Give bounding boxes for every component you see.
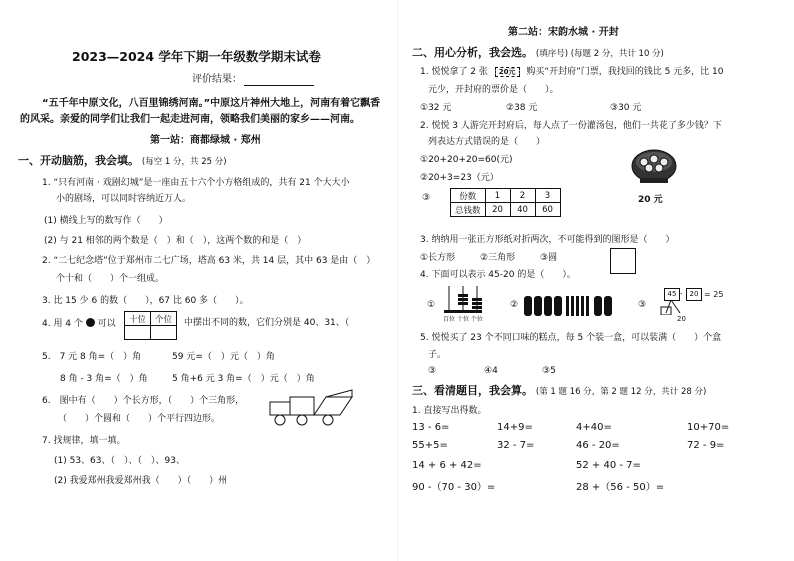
q2-line-a: 2. “二七纪念塔”位于郑州市二七广场，塔高 63 米，共 14 层，其中 63 是由（ ）	[42, 256, 376, 266]
page-divider	[397, 0, 398, 561]
abacus-labels: 百位 十位 个位	[443, 316, 483, 323]
s2-q1-option-3[interactable]: ③30 元	[610, 103, 642, 113]
calc-item: 10+70=	[687, 422, 730, 433]
tens-header: 十位	[125, 312, 151, 326]
intro-line-1: “五千年中原文化，八百里锦绣河南。”中原这片神州大地上，河南有着它飘香	[42, 98, 381, 109]
s3-sub-heading: 1. 直接写出得数。	[412, 406, 487, 416]
exam-title: 2023—2024 学年下期一年级数学期末试卷	[72, 49, 321, 64]
rating-label: 评价结果：	[192, 74, 242, 85]
q4-tail: 中摆出不同的数，它们分别是 40、31、（	[184, 318, 350, 328]
table-cell: 60	[535, 203, 560, 217]
q6-line-2: （ ）个圆和（ ）个平行四边形。	[58, 414, 221, 424]
calc-item: 14+9=	[497, 422, 533, 433]
banknote-icon: 20元	[495, 67, 520, 77]
calc-item: 13 - 6=	[412, 422, 450, 433]
calc-item: 4+40=	[576, 422, 612, 433]
calc-item: 14 + 6 + 42=	[412, 460, 482, 471]
calc-item: 28 +（56 - 50）=	[576, 482, 665, 493]
calc-item: 32 - 7=	[497, 440, 535, 451]
q5-1b: 59 元=（ ）元（ ）角	[172, 352, 275, 362]
table-cell: 3	[535, 189, 560, 203]
minus-sign: -	[680, 290, 683, 298]
number-box-20: 20	[686, 288, 702, 301]
q7-text: 7. 找规律，填一填。	[42, 436, 126, 446]
s2-q2-line-a: 2. 悦悦 3 人游完开封府后，每人点了一份灌汤包，他们一共花了多少钱？下	[420, 121, 722, 131]
counting-sticks-icon	[522, 294, 622, 318]
q7-sub-1: (1) 53、63、（ ）、（ ）、93、	[54, 456, 185, 466]
q7-sub-2: (2) 我爱郑州我爱郑州我（ ）（ ）州	[54, 476, 228, 486]
s2-q3-option-1[interactable]: ①长方形	[420, 253, 456, 263]
s2-q4-option-3[interactable]: ③	[638, 300, 647, 310]
s2-q2-option-2[interactable]: ②20+3=23（元）	[420, 173, 499, 183]
shape-truck-figure	[268, 388, 356, 428]
q2-line-b: 个十和（ ）个一组成。	[56, 274, 165, 284]
s2-q5-line-a: 5. 悦悦买了 23 个不同口味的糕点，每 5 个装一盒，可以装满（ ）个盒	[420, 333, 722, 343]
split-lines-icon	[660, 299, 700, 315]
station-1-heading: 第一站：商都绿城 · 郑州	[150, 135, 261, 146]
s2-q1-line-b: 元少，开封府的票价是（ ）。	[428, 85, 559, 95]
q1-line-b: 小的剧场，可以同时容纳近万人。	[56, 194, 192, 204]
s2-q4-option-2[interactable]: ②	[510, 300, 519, 310]
q3-text: 3. 比 15 少 6 的数（ ），67 比 60 多（ ）。	[42, 296, 249, 306]
calc-item: 46 - 20=	[576, 440, 620, 451]
tens-cell	[125, 326, 151, 340]
s2-q2-option-3[interactable]: ③	[422, 193, 431, 203]
calc-item: 55+5=	[412, 440, 448, 451]
intro-line-2: 的风采。亲爱的同学们让我们一起走进河南，领略我们美丽的家乡——河南。	[20, 114, 360, 125]
q6-line-1: 6. 图中有（ ）个长方形，（ ）个三角形，	[42, 396, 245, 406]
s2-q5-line-b: 子。	[428, 350, 447, 360]
ones-header: 个位	[151, 312, 177, 326]
q1-line-a: 1. “只有河南 · 戏剧幻城”是一座由五十六个小方格组成的，共有 21 个大大小	[42, 178, 350, 188]
place-value-table	[124, 311, 177, 340]
q5-2a: 8 角 - 3 角=（ ）角	[60, 374, 148, 384]
s2-q1-option-2[interactable]: ②38 元	[506, 103, 538, 113]
station-2-heading: 第二站：宋韵水城 · 开封	[508, 27, 619, 38]
price-label: 20 元	[638, 195, 663, 205]
calc-item: 90 -（70 - 30）=	[412, 482, 496, 493]
s2-q1-option-1[interactable]: ①32 元	[420, 103, 452, 113]
calc-item: 52 + 40 - 7=	[576, 460, 641, 471]
s2-q4-text: 4. 下面可以表示 45-20 的是（ ）。	[420, 270, 576, 280]
s2-q2-line-b: 列表达方式错误的是（ ）	[428, 137, 546, 147]
s2-q3-text: 3. 纳纳用一张正方形纸对折两次，不可能得到的图形是（ ）	[420, 235, 675, 245]
s2-q5-option-1[interactable]: ③	[428, 366, 437, 376]
result-25: = 25	[704, 290, 724, 299]
abacus-icon	[443, 284, 483, 316]
s2-q4-option-1[interactable]: ①	[427, 300, 436, 310]
rating-blank[interactable]	[244, 75, 314, 86]
number-box-45: 45	[664, 288, 680, 301]
rating-row	[192, 74, 314, 86]
q4-row: 4. 用 4 个 可以	[42, 319, 116, 329]
square-paper-figure	[610, 248, 636, 274]
filled-circle-icon	[86, 318, 95, 327]
q5-2b: 5 角+6 元 3 角=（ ）元（ ）角	[172, 374, 315, 384]
s2-q1-line-a: 1. 悦悦拿了 2 张 20元 购买“开封府”门票，我找回的钱比 5 元多，比 10	[420, 67, 724, 77]
price-table	[450, 188, 561, 217]
s2-q5-option-2[interactable]: ④4	[484, 366, 498, 376]
q1-sub-1: (1) 横线上写的数写作（ ）	[44, 216, 168, 226]
s2-q5-option-3[interactable]: ③5	[542, 366, 556, 376]
q5-1a: 5. 7 元 8 角=（ ）角	[42, 352, 142, 362]
s2-q3-option-2[interactable]: ②三角形	[480, 253, 516, 263]
table-cell: 1	[485, 189, 510, 203]
section-1-heading: 一、开动脑筋，我会填。 (每空 1 分，共 25 分)	[18, 154, 227, 167]
s2-q2-option-1[interactable]: ①20+20+20=60(元)	[420, 155, 513, 165]
q1-sub-2: (2) 与 21 相邻的两个数是（ ）和（ ），这两个数的和是（ ）	[44, 236, 307, 246]
s2-q3-option-3[interactable]: ③圆	[540, 253, 558, 263]
table-header-portions: 份数	[451, 189, 486, 203]
split-20: 20	[677, 315, 686, 323]
calc-item: 72 - 9=	[687, 440, 725, 451]
ones-cell	[151, 326, 177, 340]
table-cell: 2	[510, 189, 535, 203]
section-3-heading: 三、看清题目，我会算。 (第 1 题 16 分，第 2 题 12 分，共计 28 分)	[412, 384, 707, 397]
table-cell: 40	[510, 203, 535, 217]
table-cell: 20	[485, 203, 510, 217]
table-header-total: 总钱数	[451, 203, 486, 217]
soup-dumpling-icon	[630, 142, 678, 186]
section-2-heading: 二、用心分析，我会选。 (填序号) (每题 2 分，共计 10 分)	[412, 46, 664, 59]
